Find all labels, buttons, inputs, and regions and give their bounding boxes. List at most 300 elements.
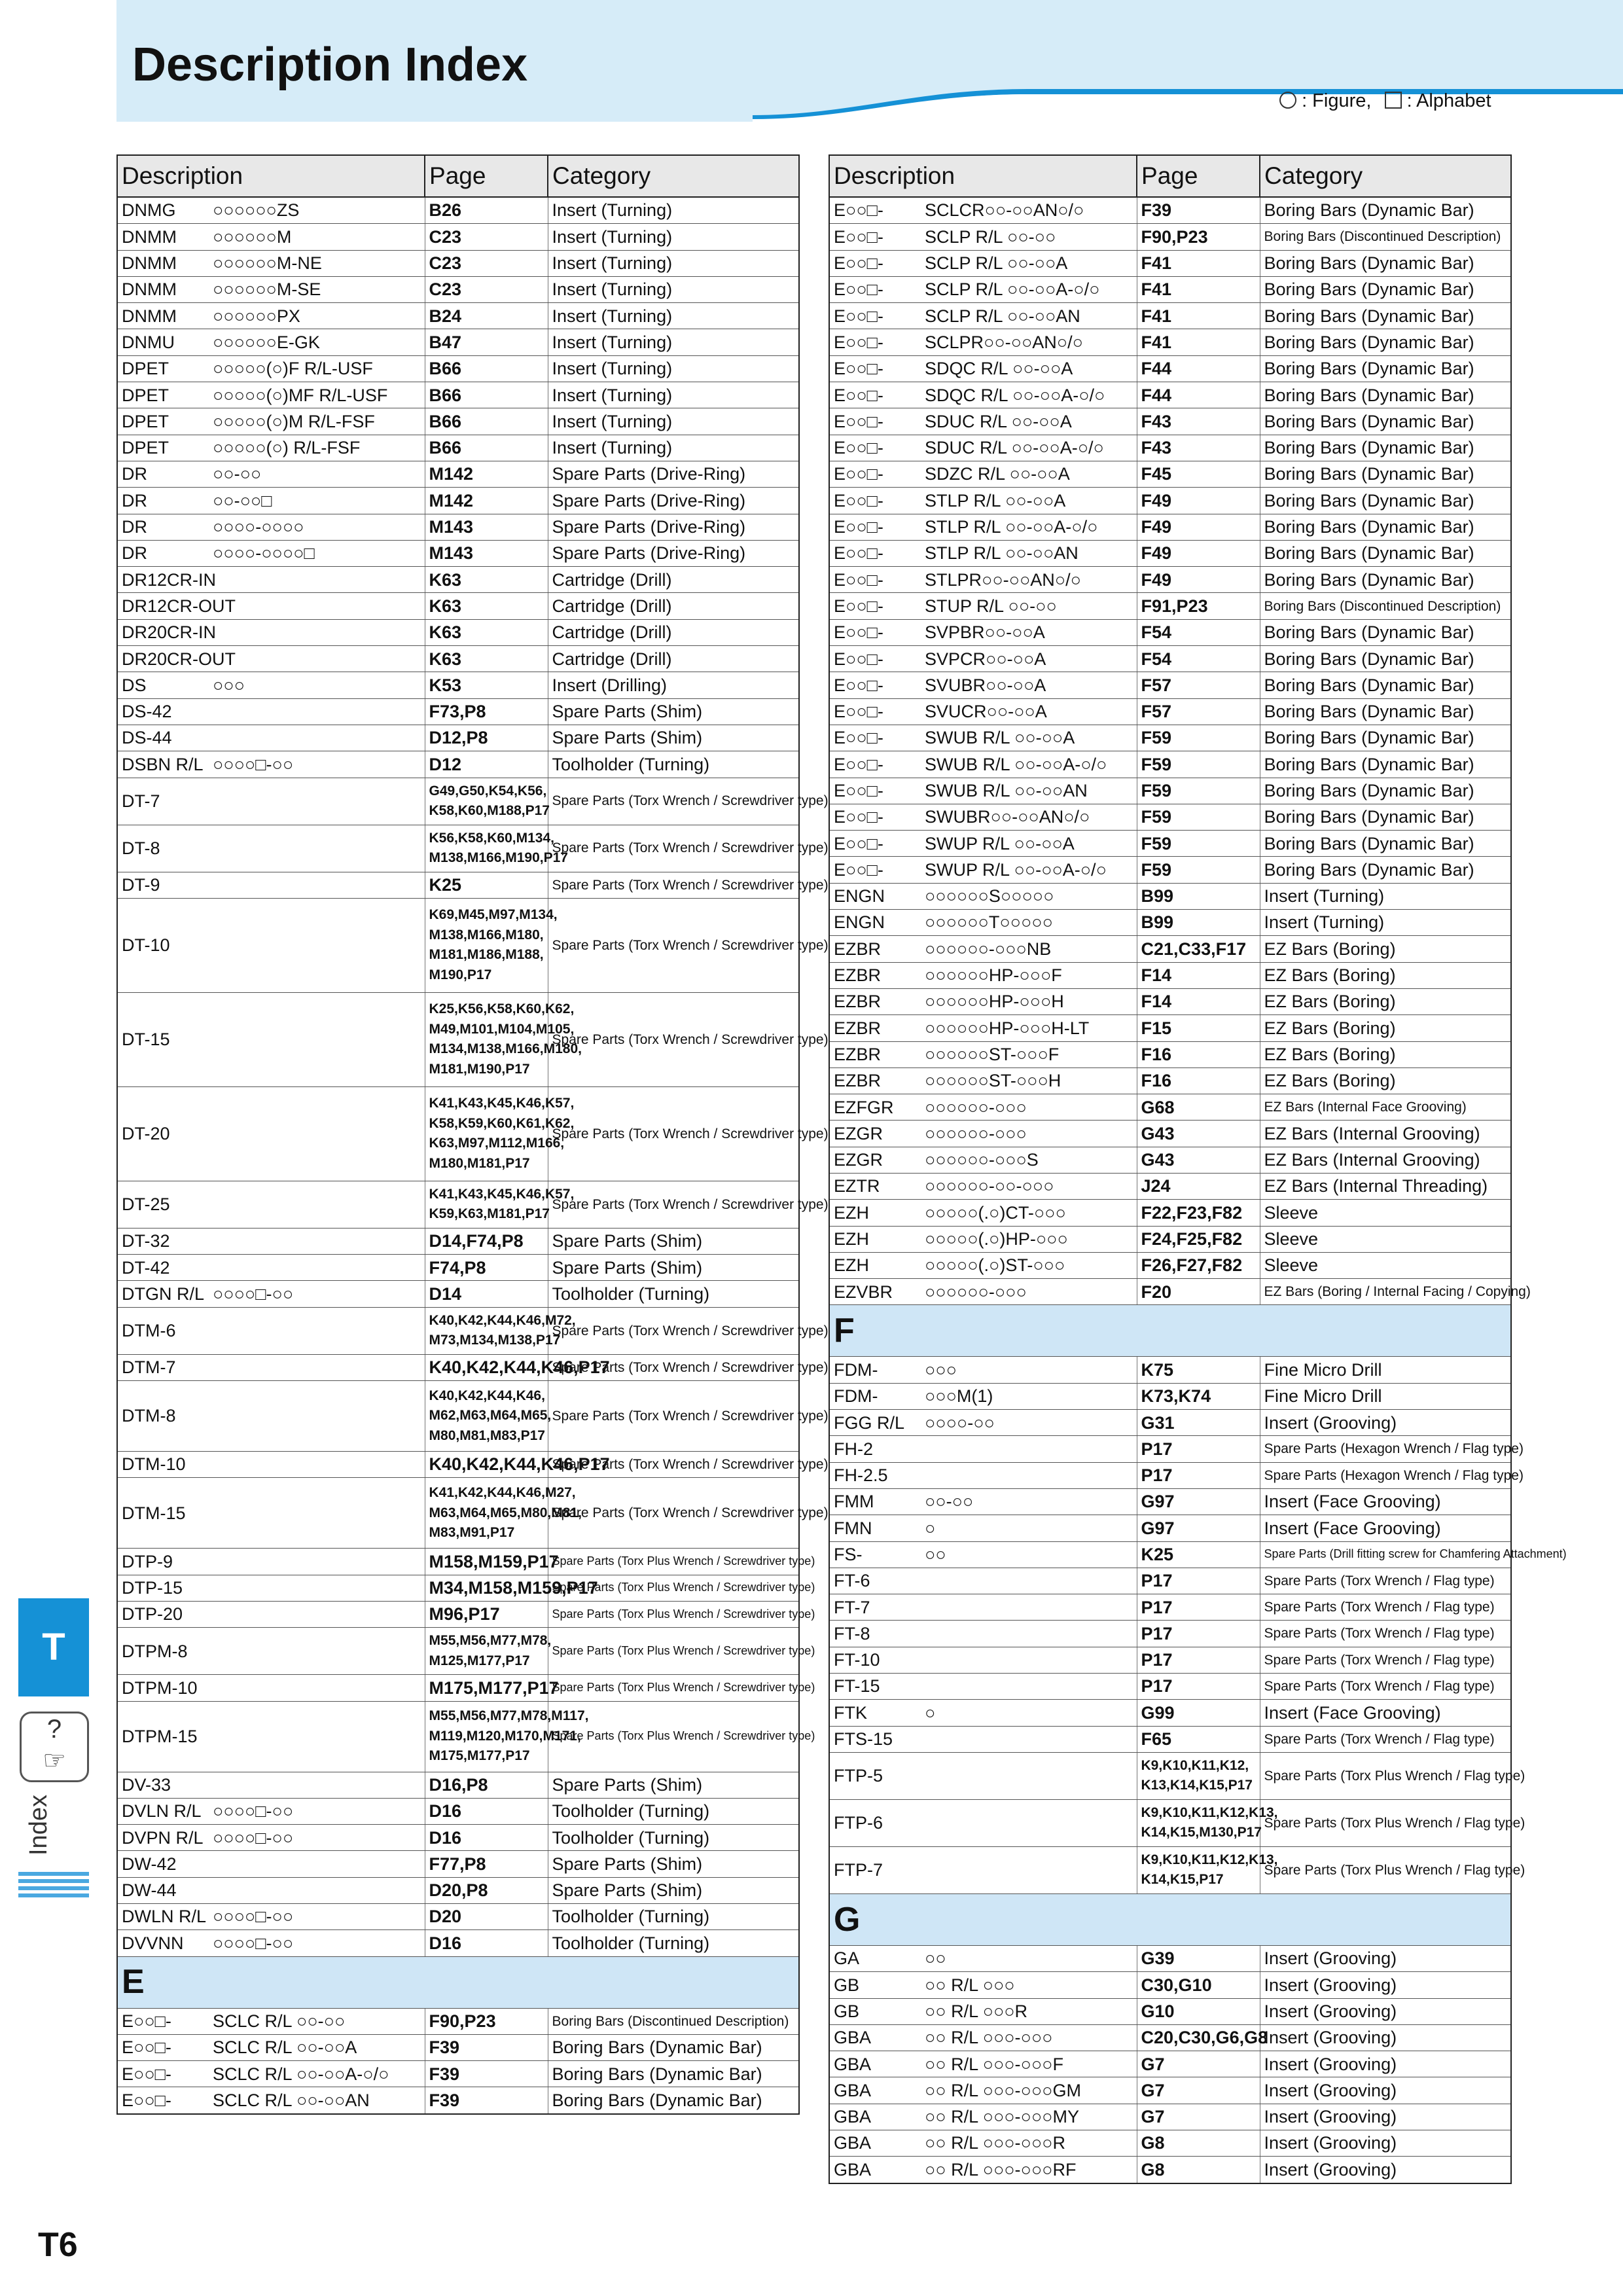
index-table-right [829,154,1567,2184]
page-ref[interactable]: F73,P8 [425,698,548,725]
page-ref[interactable]: F39 [425,2034,548,2060]
page-ref[interactable]: K41,K43,K45,K46,K57, K59,K63,M181,P17 [425,1181,548,1228]
page-ref[interactable]: M96,P17 [425,1601,548,1627]
help-pointer-icon: ? ☞ [20,1712,89,1782]
page-ref[interactable]: F90,P23 [425,2008,548,2034]
table-row [117,1086,799,1181]
page-ref[interactable]: F39 [425,2087,548,2114]
table-row [117,250,799,276]
category: Boring Bars (Dynamic Bar) [1260,488,1511,514]
description-prefix: FTP-6 [829,1799,921,1846]
section-header-row [117,1956,799,2008]
table-row [117,872,799,898]
page-ref[interactable]: M142 [425,461,548,487]
page-ref[interactable]: F91,P23 [1137,593,1260,619]
description-prefix: DTM-6 [117,1307,209,1354]
category: Spare Parts (Torx Wrench / Screwdriver type) [548,898,799,992]
description-code: ○○ R/L ○○○ [921,1972,1137,1998]
page-ref[interactable]: C23 [425,224,548,250]
table-row [117,329,799,355]
page-ref[interactable]: K56,K58,K60,M134, M138,M166,M190,P17 [425,825,548,872]
page-ref[interactable]: M55,M56,M77,M78,M117, M119,M120,M170,M171, M175,M177,P17 [425,1701,548,1772]
category: Insert (Turning) [1260,883,1511,909]
description-prefix: DNMM [117,250,209,276]
description-code [921,1621,1137,1647]
page-ref[interactable]: F59 [1137,804,1260,830]
page-ref[interactable]: G10 [1137,1998,1260,2024]
description-code [209,898,425,992]
table-row [829,1945,1511,1971]
page-ref[interactable]: F54 [1137,619,1260,645]
category: Boring Bars (Dynamic Bar) [1260,831,1511,857]
description-prefix: DT-9 [117,872,209,898]
page-ref[interactable]: F26,F27,F82 [1137,1252,1260,1278]
table-row [829,593,1511,619]
description-code: ○○-○○ [209,461,425,487]
category: Spare Parts (Torx Wrench / Screwdriver type) [548,1478,799,1549]
page-ref[interactable]: F41 [1137,250,1260,276]
description-code: ○○○○○○ST-○○○F [921,1041,1137,1067]
description-code: ○○○○○○-○○○ [921,1279,1137,1305]
description-code: ○○○ [921,1357,1137,1383]
page-ref[interactable]: K63 [425,619,548,645]
page-ref[interactable]: K9,K10,K11,K12, K13,K14,K15,P17 [1137,1752,1260,1799]
page-ref[interactable]: F65 [1137,1726,1260,1752]
description-code: ○○ R/L ○○○-○○○R [921,2130,1137,2157]
table-row [829,1700,1511,1726]
page-ref[interactable]: F59 [1137,831,1260,857]
description-prefix: DTPM-10 [117,1675,209,1701]
description-prefix: DNMM [117,276,209,302]
page-ref[interactable]: F77,P8 [425,1851,548,1877]
description-prefix: DNMM [117,224,209,250]
page-ref[interactable]: F39 [1137,197,1260,224]
table-row [829,1279,1511,1305]
description-prefix: FMM [829,1488,921,1515]
description-prefix: E○○□- [829,488,921,514]
table-row [829,751,1511,778]
page-ref[interactable]: B24 [425,303,548,329]
description-code [209,619,425,645]
page-ref[interactable]: K73,K74 [1137,1383,1260,1409]
table-row [829,1799,1511,1846]
description-code: SCLC R/L ○○-○○A [209,2034,425,2060]
page-ref[interactable]: P17 [1137,1568,1260,1594]
description-prefix: DVVNN [117,1930,209,1956]
description-code: ○○○○○(.○)ST-○○○ [921,1252,1137,1278]
category: Insert (Grooving) [1260,2104,1511,2130]
page-ref[interactable]: F16 [1137,1067,1260,1094]
page-ref[interactable]: K40,K42,K44,K46, M62,M63,M64,M65, M80,M81,M83,P17 [425,1381,548,1452]
category: Boring Bars (Dynamic Bar) [1260,408,1511,435]
category: Spare Parts (Torx Wrench / Screwdriver type) [548,1086,799,1181]
page-ref[interactable]: G49,G50,K54,K56, K58,K60,M188,P17 [425,778,548,825]
page-ref[interactable]: D14 [425,1281,548,1307]
description-code: SCLPR○○-○○AN○/○ [921,329,1137,355]
description-code: ○○○○○(.○)HP-○○○ [921,1226,1137,1252]
section-tab-t[interactable]: T [18,1598,89,1696]
page-ref[interactable]: F24,F25,F82 [1137,1226,1260,1252]
page-ref[interactable]: K40,K42,K44,K46,P17 [425,1452,548,1478]
page-ref[interactable]: F49 [1137,540,1260,566]
table-row [829,857,1511,883]
page-ref[interactable]: K41,K43,K45,K46,K57, K58,K59,K60,K61,K62, K63,M97,M112,M166, M180,M181,P17 [425,1086,548,1181]
description-prefix: DR [117,514,209,540]
description-prefix: FH-2.5 [829,1462,921,1488]
category: Boring Bars (Dynamic Bar) [1260,276,1511,302]
description-code: ○○○○○○E-GK [209,329,425,355]
page-ref[interactable]: F39 [425,2061,548,2087]
description-code: ○○-○○□ [209,488,425,514]
page-ref[interactable]: F41 [1137,329,1260,355]
page-ref[interactable]: K40,K42,K44,K46,P17 [425,1354,548,1380]
page-ref[interactable]: G43 [1137,1147,1260,1173]
table-row [829,1674,1511,1700]
table-row [117,2008,799,2034]
category: Boring Bars (Dynamic Bar) [1260,751,1511,778]
category: Fine Micro Drill [1260,1383,1511,1409]
category: Spare Parts (Torx Wrench / Screwdriver type) [548,1381,799,1452]
category: Toolholder (Turning) [548,1930,799,1956]
page-ref[interactable]: M142 [425,488,548,514]
description-prefix: DTM-8 [117,1381,209,1452]
page-ref[interactable]: J24 [1137,1173,1260,1199]
table-row [829,1041,1511,1067]
description-prefix: E○○□- [829,540,921,566]
page-ref[interactable]: F59 [1137,778,1260,804]
page-ref[interactable]: F22,F23,F82 [1137,1200,1260,1226]
category: Boring Bars (Dynamic Bar) [1260,382,1511,408]
table-row [829,1200,1511,1226]
page-ref[interactable]: F43 [1137,435,1260,461]
description-code: ○○ R/L ○○○-○○○ [921,2024,1137,2051]
page-ref[interactable]: F49 [1137,567,1260,593]
category: Boring Bars (Dynamic Bar) [1260,197,1511,224]
page-ref[interactable]: F43 [1137,408,1260,435]
description-code: STUP R/L ○○-○○ [921,593,1137,619]
table-row [829,1998,1511,2024]
page-ref[interactable]: M34,M158,M159,P17 [425,1575,548,1601]
category: Spare Parts (Torx Plus Wrench / Flag type) [1260,1846,1511,1893]
description-prefix: ENGN [829,883,921,909]
description-code: ○○○○○(○) R/L-FSF [209,435,425,461]
description-prefix: FTP-7 [829,1846,921,1893]
category: Spare Parts (Torx Plus Wrench / Screwdriver type) [548,1549,799,1575]
description-code [209,1354,425,1380]
page-ref[interactable]: P17 [1137,1674,1260,1700]
page-ref[interactable]: M143 [425,540,548,566]
table-row [829,831,1511,857]
page-ref[interactable]: K63 [425,567,548,593]
page-ref[interactable]: D16 [425,1798,548,1824]
page-ref[interactable]: D12,P8 [425,725,548,751]
page-ref[interactable]: F45 [1137,461,1260,487]
page-ref[interactable]: F90,P23 [1137,224,1260,250]
category: Spare Parts (Torx Wrench / Screwdriver type) [548,1181,799,1228]
description-prefix: FT-8 [829,1621,921,1647]
page-ref[interactable]: F44 [1137,382,1260,408]
page-ref[interactable]: M55,M56,M77,M78, M125,M177,P17 [425,1628,548,1675]
page-ref[interactable]: B99 [1137,910,1260,936]
table-row [829,2130,1511,2157]
description-prefix: DT-8 [117,825,209,872]
category: Insert (Turning) [1260,910,1511,936]
page-ref[interactable]: G7 [1137,2104,1260,2130]
page-ref[interactable]: F59 [1137,725,1260,751]
description-prefix: EZFGR [829,1094,921,1121]
page-ref[interactable]: K25 [1137,1541,1260,1568]
table-row [117,1628,799,1675]
category: Boring Bars (Dynamic Bar) [1260,778,1511,804]
description-prefix: E○○□- [117,2061,209,2087]
category: Insert (Grooving) [1260,2051,1511,2077]
page-ref[interactable]: G68 [1137,1094,1260,1121]
category: Sleeve [1260,1200,1511,1226]
page-ref[interactable]: M175,M177,P17 [425,1675,548,1701]
table-row [829,1436,1511,1462]
category: Boring Bars (Discontinued Description) [548,2008,799,2034]
description-code: SCLC R/L ○○-○○ [209,2008,425,2034]
table-row [829,883,1511,909]
table-row [117,2061,799,2087]
page-ref[interactable]: K63 [425,593,548,619]
table-row [829,276,1511,302]
description-code [921,1462,1137,1488]
description-prefix: DTM-7 [117,1354,209,1380]
index-rows-right [829,197,1567,2183]
page-ref[interactable]: G7 [1137,2051,1260,2077]
description-prefix: DTM-10 [117,1452,209,1478]
page-ref[interactable]: P17 [1137,1436,1260,1462]
description-code: ○○○○○○S○○○○○ [921,883,1137,909]
description-prefix: DVPN R/L [117,1825,209,1851]
page-ref[interactable]: F59 [1137,857,1260,883]
page-ref[interactable]: G99 [1137,1700,1260,1726]
category: Spare Parts (Torx Plus Wrench / Flag type) [1260,1752,1511,1799]
page-ref[interactable]: B66 [425,408,548,435]
page-ref[interactable]: K63 [425,646,548,672]
page-ref[interactable]: C23 [425,250,548,276]
page-ref[interactable]: D20 [425,1903,548,1929]
column-header-description: Description [117,155,425,197]
category: EZ Bars (Boring) [1260,1041,1511,1067]
table-row [117,1354,799,1380]
page-ref[interactable]: F49 [1137,514,1260,540]
table-row [829,1410,1511,1436]
description-code: ○○○○○(○)F R/L-USF [209,355,425,382]
description-code: SCLP R/L ○○-○○AN [921,303,1137,329]
description-code: ○○○○○○ST-○○○H [921,1067,1137,1094]
category: EZ Bars (Internal Face Grooving) [1260,1094,1511,1121]
table-row [117,540,799,566]
page-ref[interactable]: B66 [425,382,548,408]
description-code: ○○○○○○M-NE [209,250,425,276]
page-ref[interactable]: F15 [1137,1015,1260,1041]
description-code [921,1594,1137,1621]
page-ref[interactable]: D20,P8 [425,1877,548,1903]
page-ref[interactable]: F59 [1137,751,1260,778]
category: Spare Parts (Torx Wrench / Screwdriver type) [548,1354,799,1380]
table-row [829,962,1511,988]
description-code: ○○○○○○-○○○NB [921,936,1137,962]
page-ref[interactable]: F14 [1137,988,1260,1014]
category: Spare Parts (Torx Wrench / Screwdriver type) [548,778,799,825]
page-ref[interactable]: K40,K42,K44,K46,M72, M73,M134,M138,P17 [425,1307,548,1354]
category: Boring Bars (Dynamic Bar) [1260,804,1511,830]
description-prefix: EZBR [829,1041,921,1067]
description-code: ○○-○○ [921,1488,1137,1515]
page-ref[interactable]: K9,K10,K11,K12,K13, K14,K15,M130,P17 [1137,1799,1260,1846]
description-prefix: E○○□- [829,567,921,593]
page-ref[interactable]: G43 [1137,1121,1260,1147]
page-ref[interactable]: F57 [1137,672,1260,698]
description-code [209,567,425,593]
description-code: SDQC R/L ○○-○○A [921,355,1137,382]
description-code: ○○ R/L ○○○R [921,1998,1137,2024]
description-prefix: GBA [829,2104,921,2130]
page-ref[interactable]: C30,G10 [1137,1972,1260,1998]
page-ref[interactable]: B26 [425,197,548,224]
page-ref[interactable]: P17 [1137,1621,1260,1647]
category: Boring Bars (Dynamic Bar) [1260,857,1511,883]
page-ref[interactable]: B47 [425,329,548,355]
page-ref[interactable]: B66 [425,435,548,461]
description-code: ○○○○□-○○ [209,1930,425,1956]
table-row [117,488,799,514]
description-prefix: FH-2 [829,1436,921,1462]
page-ref[interactable]: P17 [1137,1462,1260,1488]
description-prefix: E○○□- [829,329,921,355]
description-prefix: EZBR [829,988,921,1014]
category: Spare Parts (Shim) [548,1255,799,1281]
table-row [829,382,1511,408]
page-ref[interactable]: G31 [1137,1410,1260,1436]
page-ref[interactable]: B99 [1137,883,1260,909]
page-ref[interactable]: M143 [425,514,548,540]
page-ref[interactable]: P17 [1137,1594,1260,1621]
description-code: SCLP R/L ○○-○○ [921,224,1137,250]
description-prefix: EZBR [829,962,921,988]
page-ref[interactable]: G8 [1137,2130,1260,2157]
table-row [829,1147,1511,1173]
page-ref[interactable]: F57 [1137,698,1260,725]
page-ref[interactable]: D14,F74,P8 [425,1228,548,1254]
description-code: SCLP R/L ○○-○○A [921,250,1137,276]
table-row [829,1015,1511,1041]
page-ref[interactable]: P17 [1137,1647,1260,1673]
table-row [829,514,1511,540]
page-ref[interactable]: F54 [1137,646,1260,672]
description-prefix: DNMU [117,329,209,355]
description-prefix: E○○□- [829,751,921,778]
page-ref[interactable]: D12 [425,751,548,778]
description-code: STLP R/L ○○-○○A-○/○ [921,514,1137,540]
description-code [209,1549,425,1575]
page-ref[interactable]: G97 [1137,1515,1260,1541]
description-code: ○○○○-○○ [921,1410,1137,1436]
page-ref[interactable]: F74,P8 [425,1255,548,1281]
description-prefix: E○○□- [829,355,921,382]
table-row [117,2087,799,2114]
page-ref[interactable]: K53 [425,672,548,698]
category: Boring Bars (Dynamic Bar) [1260,698,1511,725]
page-ref[interactable]: K25,K56,K58,K60,K62, M49,M101,M104,M105, M134,M138,M166,M180, M181,M190,P17 [425,992,548,1086]
page-ref[interactable]: D16,P8 [425,1772,548,1798]
page-ref[interactable]: M158,M159,P17 [425,1549,548,1575]
table-row [117,1307,799,1354]
page-ref[interactable]: K41,K42,K44,K46,M27, M63,M64,M65,M80,M81, M83,M91,P17 [425,1478,548,1549]
table-row [829,1462,1511,1488]
page-ref[interactable]: G97 [1137,1488,1260,1515]
description-code: STLPR○○-○○AN○/○ [921,567,1137,593]
page-ref[interactable]: C20,C30,G6,G8 [1137,2024,1260,2051]
page-ref[interactable]: C21,C33,F17 [1137,936,1260,962]
category: EZ Bars (Boring) [1260,1067,1511,1094]
symbol-legend [1279,90,1491,112]
category: Spare Parts (Torx Wrench / Flag type) [1260,1621,1511,1647]
page-ref[interactable]: K75 [1137,1357,1260,1383]
category: Insert (Face Grooving) [1260,1700,1511,1726]
description-prefix: E○○□- [829,382,921,408]
page-ref[interactable]: F14 [1137,962,1260,988]
page-ref[interactable]: B66 [425,355,548,382]
table-row [829,1846,1511,1893]
table-row [117,1701,799,1772]
category: Insert (Face Grooving) [1260,1515,1511,1541]
page-ref[interactable]: F44 [1137,355,1260,382]
category: Spare Parts (Drive-Ring) [548,461,799,487]
description-code: SWUB R/L ○○-○○AN [921,778,1137,804]
table-row [117,778,799,825]
category: Spare Parts (Drive-Ring) [548,514,799,540]
page-ref[interactable]: K25 [425,872,548,898]
table-row [829,1067,1511,1094]
table-row [829,1972,1511,1998]
description-code [921,1726,1137,1752]
description-code [209,1601,425,1627]
table-row [117,1798,799,1824]
category: Toolholder (Turning) [548,1281,799,1307]
category: Spare Parts (Torx Wrench / Flag type) [1260,1568,1511,1594]
page-ref[interactable]: G8 [1137,2157,1260,2183]
page-ref[interactable]: F41 [1137,276,1260,302]
category: EZ Bars (Boring) [1260,988,1511,1014]
page-ref[interactable]: D16 [425,1930,548,1956]
category: Sleeve [1260,1252,1511,1278]
description-prefix: DTGN R/L [117,1281,209,1307]
page-ref[interactable]: D16 [425,1825,548,1851]
description-code [209,1478,425,1549]
page-ref[interactable]: F41 [1137,303,1260,329]
description-prefix: EZH [829,1226,921,1252]
page-ref[interactable]: F16 [1137,1041,1260,1067]
description-code: ○○○○○○M [209,224,425,250]
table-row [117,751,799,778]
category: EZ Bars (Internal Grooving) [1260,1147,1511,1173]
table-row [117,1903,799,1929]
page-ref[interactable]: F49 [1137,488,1260,514]
page-ref[interactable]: F20 [1137,1279,1260,1305]
category: Spare Parts (Torx Wrench / Flag type) [1260,1674,1511,1700]
page-ref[interactable]: K69,M45,M97,M134, M138,M166,M180, M181,M186,M188, M190,P17 [425,898,548,992]
page-ref[interactable]: C23 [425,276,548,302]
page-ref[interactable]: K9,K10,K11,K12,K13, K14,K15,P17 [1137,1846,1260,1893]
description-prefix: E○○□- [829,619,921,645]
page-ref[interactable]: G7 [1137,2077,1260,2104]
page-ref[interactable]: G39 [1137,1945,1260,1971]
category: Spare Parts (Torx Wrench / Flag type) [1260,1594,1511,1621]
column-header-page: Page [1137,155,1260,197]
